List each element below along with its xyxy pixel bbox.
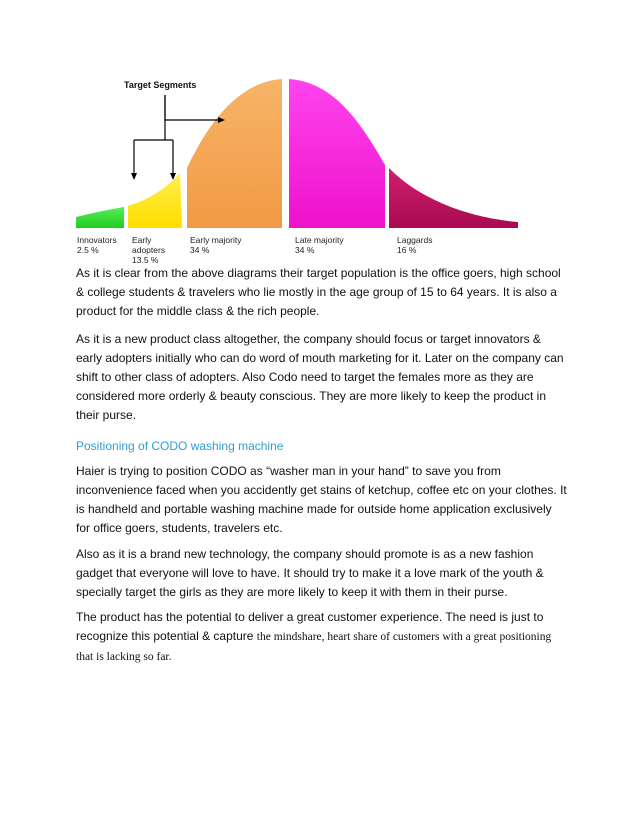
early-adopters-label: Early adopters 13.5 % xyxy=(132,235,166,265)
paragraph-part-2: the mindshare, heart share of customers with a great positioning that is lacking so far. xyxy=(76,631,552,663)
adoption-curve-diagram xyxy=(0,0,638,270)
paragraph-fashion-gadget: Also as it is a brand new technology, the company should promote is as a new fashion gadget that everyone will love to have. It should try to make it a love mark of the youth & specially target the girls as they are more likely to keep it with them in their purse. xyxy=(76,547,544,599)
adoption-curve-svg xyxy=(0,0,638,270)
section-heading-positioning: Positioning of CODO washing machine xyxy=(76,439,284,453)
late-majority-label: Late majority 34 % xyxy=(295,235,344,255)
target-segments-label: Target Segments xyxy=(124,80,197,90)
early-majority-label: Early majority 34 % xyxy=(190,235,242,255)
laggards-segment xyxy=(389,168,518,228)
innovators-label: Innovators 2.5 % xyxy=(77,235,117,255)
early-majority-segment xyxy=(187,79,282,228)
late-majority-segment xyxy=(289,79,385,228)
paragraph-target-innovators: As it is a new product class altogether, the company should focus or target innovators & early adopters initially who can do word of mouth marketing for it. Later on the company can shift to other class of adopters. Also Codo need to target the females more as they are considered more orderly & beauty conscious. They are more likely to keep the product in their purse. xyxy=(76,332,564,422)
paragraph-target-population: As it is clear from the above diagrams their target population is the office goers, high school & college students & travelers who lie mostly in the age group of 15 to 64 years. It is also a product for the middle class & the rich people. xyxy=(76,266,561,318)
innovators-segment xyxy=(76,207,124,228)
paragraph-customer-experience xyxy=(76,608,568,667)
paragraph-haier-positioning: Haier is trying to position CODO as “washer man in your hand” to save you from inconvenience faced when you accidently get stains of ketchup, coffee etc on your clothes. It is handheld and portable washing machine made for outside home application exclusively for office goers, students, travelers etc. xyxy=(76,464,567,535)
laggards-label: Laggards 16 % xyxy=(397,235,433,255)
early-adopters-segment xyxy=(128,173,182,228)
paragraph-part-1: The product has the potential to deliver a great customer experience. The need is just to recognize this potential & capture xyxy=(76,610,544,643)
